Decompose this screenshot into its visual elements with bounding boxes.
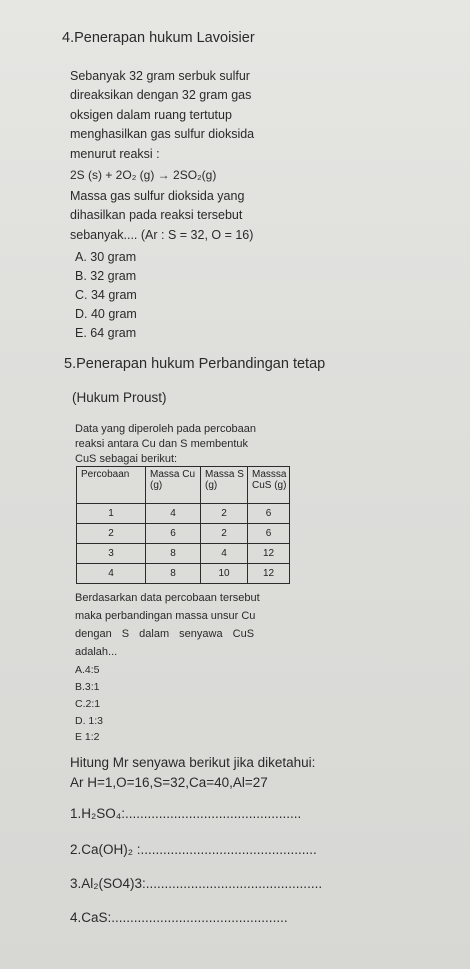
- table-header: Percobaan: [77, 467, 146, 504]
- table-header-row: [77, 467, 290, 504]
- reaction-equation: 2S (s) + 2O₂ (g) → 2SO₂(g): [70, 168, 217, 182]
- table-cell: 12: [248, 564, 290, 584]
- answer-option: D. 40 gram: [75, 307, 137, 321]
- question-5-title: 5.Penerapan hukum Perbandingan tetap: [64, 356, 326, 372]
- question-5-text: adalah...: [75, 646, 118, 658]
- table-cell: 2: [201, 504, 248, 524]
- table-cell: 4: [77, 564, 146, 584]
- question-5-intro: reaksi antara Cu dan S membentuk: [75, 438, 249, 450]
- table-cell: 12: [248, 544, 290, 564]
- answer-option: A. 30 gram: [75, 250, 137, 264]
- question-4-line: menurut reaksi :: [70, 147, 160, 161]
- answer-blank[interactable]: ...............................................: [140, 842, 317, 857]
- question-4-line: Massa gas sulfur dioksida yang: [70, 189, 245, 203]
- table-cell: 8: [146, 544, 201, 564]
- answer-option: A.4:5: [75, 664, 100, 676]
- mr-item-label: 2.Ca(OH)₂ :: [70, 842, 141, 857]
- table-cell: 2: [77, 524, 146, 544]
- answer-blank[interactable]: ...............................................: [145, 876, 323, 891]
- table-cell: 6: [146, 524, 201, 544]
- mr-item-label: 1.H₂SO₄:: [70, 806, 126, 821]
- answer-option: E. 64 gram: [75, 326, 137, 340]
- answer-blank[interactable]: ...............................................: [111, 910, 288, 925]
- answer-option: D. 1:3: [75, 715, 104, 727]
- question-5-intro: CuS sebagai berikut:: [75, 453, 178, 465]
- table-cell: 6: [248, 524, 290, 544]
- question-5-text: Berdasarkan data percobaan tersebut: [75, 592, 260, 604]
- table-row: [77, 544, 290, 564]
- mr-heading: Hitung Mr senyawa berikut jika diketahui:: [70, 755, 316, 770]
- question-5-text: maka perbandingan massa unsur Cu: [75, 610, 256, 622]
- question-4-line: oksigen dalam ruang tertutup: [70, 108, 232, 122]
- question-4-line: dihasilkan pada reaksi tersebut: [70, 208, 243, 222]
- answer-option: E 1:2: [75, 731, 100, 743]
- table-cell: 8: [146, 564, 201, 584]
- question-5-text: dengan S dalam senyawa CuS: [75, 628, 255, 640]
- mr-item: [70, 910, 288, 925]
- question-5-intro: Data yang diperoleh pada percobaan: [75, 423, 257, 435]
- question-4-line: direaksikan dengan 32 gram gas: [70, 88, 252, 102]
- data-table: [76, 466, 290, 584]
- question-4-line: Sebanyak 32 gram serbuk sulfur: [70, 69, 250, 83]
- table-row: [77, 504, 290, 524]
- mr-item-label: 4.CaS:: [70, 910, 112, 925]
- table-row: [77, 524, 290, 544]
- answer-option: B.3:1: [75, 681, 100, 693]
- question-5-subtitle: (Hukum Proust): [72, 390, 167, 405]
- question-4-line: sebanyak.... (Ar : S = 32, O = 16): [70, 228, 254, 242]
- table-row: [77, 564, 290, 584]
- table-cell: 3: [77, 544, 146, 564]
- mr-item: [70, 876, 322, 891]
- question-4-title: 4.Penerapan hukum Lavoisier: [62, 30, 255, 46]
- answer-option: B. 32 gram: [75, 269, 137, 283]
- answer-option: C.2:1: [75, 698, 101, 710]
- mr-item: [70, 806, 301, 821]
- question-4-line: menghasilkan gas sulfur dioksida: [70, 127, 255, 141]
- table-cell: 6: [248, 504, 290, 524]
- table-cell: 2: [201, 524, 248, 544]
- table-cell: 4: [146, 504, 201, 524]
- mr-item-label: 3.Al₂(SO4)3:: [70, 876, 146, 891]
- table-cell: 4: [201, 544, 248, 564]
- table-cell: 10: [201, 564, 248, 584]
- answer-option: C. 34 gram: [75, 288, 137, 302]
- table-header: Masssa CuS (g): [248, 467, 290, 504]
- answer-blank[interactable]: ...............................................: [125, 806, 302, 821]
- table-cell: 1: [77, 504, 146, 524]
- mr-item: [70, 842, 317, 857]
- table-header: Massa S (g): [201, 467, 248, 504]
- table-header: Massa Cu (g): [146, 467, 201, 504]
- ar-values: Ar H=1,O=16,S=32,Ca=40,Al=27: [70, 775, 268, 790]
